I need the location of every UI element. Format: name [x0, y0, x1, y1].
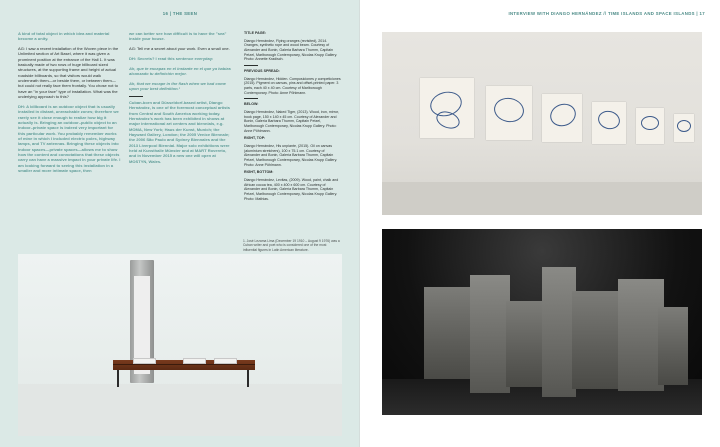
book-page	[133, 358, 156, 364]
highlighted-paragraph: we can better see how difficult is to have the "sea" inside your house.	[129, 31, 227, 42]
bench-leg	[117, 370, 119, 387]
text-column-2	[129, 31, 233, 169]
caption-heading: RIGHT, BOTTOM:	[244, 170, 274, 175]
section-rule	[129, 96, 143, 97]
paintings-installation-photo	[382, 32, 702, 215]
body-paragraph: Diango Hernández, Flying oranges (revisited), 2014. Oranges, synthetic rope and wood beam. Courtesy of Alexander and Bonin, Galeria Barbara Thumm, Capitain Petzel, Marlborough Contemporary, Nicolas Krupp Gallery. Photo: Annette Kradisch.	[244, 38, 338, 62]
quote-paragraph: Ah, that we escape in the flash when we had come upon your best definition.¹	[129, 80, 226, 92]
bench-slat-line	[113, 364, 255, 365]
painting-canvas	[486, 86, 532, 140]
body-paragraph: Diango Hernández, Naked Tiger, (2013). Wood, iron, mirror, book page, 150 x 140 x 45 cm. Courtesy of Alexander and Bonin, Galería Barbara Thumm, Capitain Petzel, Marlborough Contemporary, Nicolas Krupp Gallery. Photo: Anne Pöhlmann.	[244, 110, 340, 133]
wall-block	[572, 291, 622, 389]
body-paragraph: Diango Hernández, Hidden. Composiciones y competiciones (2015). Pigment on canvas, pins and offset-printed paper. 3 parts, each 40 x 40 cm. Courtesy of Marlborough Contemporary. Photo: Anne Pöhlmann.	[244, 76, 341, 95]
section-rule	[244, 65, 258, 66]
blue-scribble	[492, 96, 526, 125]
text-column-1	[18, 31, 121, 178]
bench-sculpture-photo	[18, 254, 342, 436]
caption-heading: PREVIOUS SPREAD:	[244, 69, 280, 74]
body-paragraph: Diango Hernández, Levitas, (2009). Wood, paint, chalk and African cocoa tea, 400 x 400 x 600 cm. Courtesy of Alexander and Bonin, Galería Barbara Thumm, Capitain Petzel, Marlborough Contemporary, Nicolas Krupp Gallery. Photo: Mathias.	[244, 178, 339, 201]
book-page	[183, 358, 206, 364]
blue-scribble	[641, 116, 659, 130]
highlighted-paragraph: DH: A billboard is an outdoor object that is usually installed in distant, unreachable zones; therefore we rarely see it close enough to realize how big it actually is. Bringing an outdoor–public object to an indoor–private space is indeed very important for this particular work. You probably remember works of mine in which I included electric poles, highway lamps, and TV antennas. Bringing these objects into indoor spaces—private spaces—allows me to show how the content and connotations that these objects carry can have a massive impact in your private life. I am looking forward to seeing this installation in a smaller and more intimate space, then	[18, 103, 121, 173]
quote-paragraph: Ah, que te escapas en el instante en el que ya habías alcanzado tu definición mejor.	[129, 65, 231, 77]
blue-scribble	[434, 108, 462, 131]
painting-canvas	[592, 102, 626, 144]
gallery-floor	[382, 182, 702, 215]
highlighted-paragraph: A kind of total object in which idea and material become a unity.	[18, 31, 110, 42]
blue-scribble	[677, 120, 691, 132]
highlighted-paragraph: DH: Secrets? I read this sentence everyday:	[129, 55, 214, 61]
caption-heading: BELOW:	[244, 102, 259, 107]
painting-canvas	[674, 114, 694, 142]
painting-canvas	[542, 94, 582, 142]
book-page	[214, 358, 237, 364]
painting-canvas	[420, 78, 474, 138]
footnote: 1. José Lezama Lima (December 19 1910 – August 9 1976) was a Cuban writer and poet who is considered one of the most influential figures in Latin American literature.	[243, 239, 340, 252]
caption-heading: RIGHT, TOP:	[244, 136, 266, 141]
bench-leg	[247, 370, 249, 387]
wall-block	[542, 267, 576, 397]
caption-heading: TITLE PAGE:	[244, 31, 267, 35]
right-page-header: INTERVIEW WITH DIANGO HERNÁNDEZ // TIME ISLANDS AND SPACE ISLANDS | 17	[508, 11, 705, 16]
wall-block	[658, 307, 688, 385]
right-page	[360, 0, 720, 447]
section-rule	[244, 98, 258, 99]
blue-scribble	[547, 100, 579, 130]
highlighted-paragraph: Cuban-born and Düsseldorf-based artist, Diango Hernández, is one of the foremost conceptual artists from Central and South America working today. Hernández's work has been exhibited in shows at major international art centers and biennials, e.g. MOMA, New York; Haus der Kunst, Munich; the Hayward Gallery, London; the 2005 Venice Biennale; the 2006 São Paulo and Sydney Biennales and the 2013 Liverpool Biennial. Major solo exhibitions were held at Kunsthalle Münster and at MART Rovereto, and in November 2015 a new one will open at MOSTYN, Wales.	[129, 100, 230, 164]
caption-column	[244, 31, 341, 204]
wall-block	[470, 275, 510, 393]
wall-block	[424, 287, 476, 379]
left-page-header: 16 | THE SEEN	[162, 11, 198, 16]
painting-canvas	[636, 108, 664, 144]
wooden-structure-installation-photo	[382, 229, 702, 415]
blue-scribble	[596, 108, 622, 131]
body-paragraph: Diango Hernández, His unpiante, (2015). Oil on canvas (aluminium stretchers), 100 x 75.1 cm. Courtesy of Alexander and Bonin, Galería Barbara Thumm, Capitain Petzel, Marlborough Contemporary, Nicolas Krupp Gallery. Photo: Anne Pöhlmann.	[244, 144, 338, 167]
photo-floor	[18, 384, 342, 436]
body-paragraph: AG: Tell me a secret about your work. Even a small one.	[129, 46, 230, 52]
body-paragraph: AG: I saw a recent installation of the Woven piece in the Unlimited section of Art Basel, where it was given a prominent position at the entrance of the Hall 1. It was basically made of two rows of huge billboard sized structures, at the supporting frame and height of actual roadside billboards, so that visitors would walk underneath them—or beside them, or between them—but could not really face them frontally. You chose not to have an "in your face" type of installation. What was the underlying approach to this?	[18, 46, 119, 100]
